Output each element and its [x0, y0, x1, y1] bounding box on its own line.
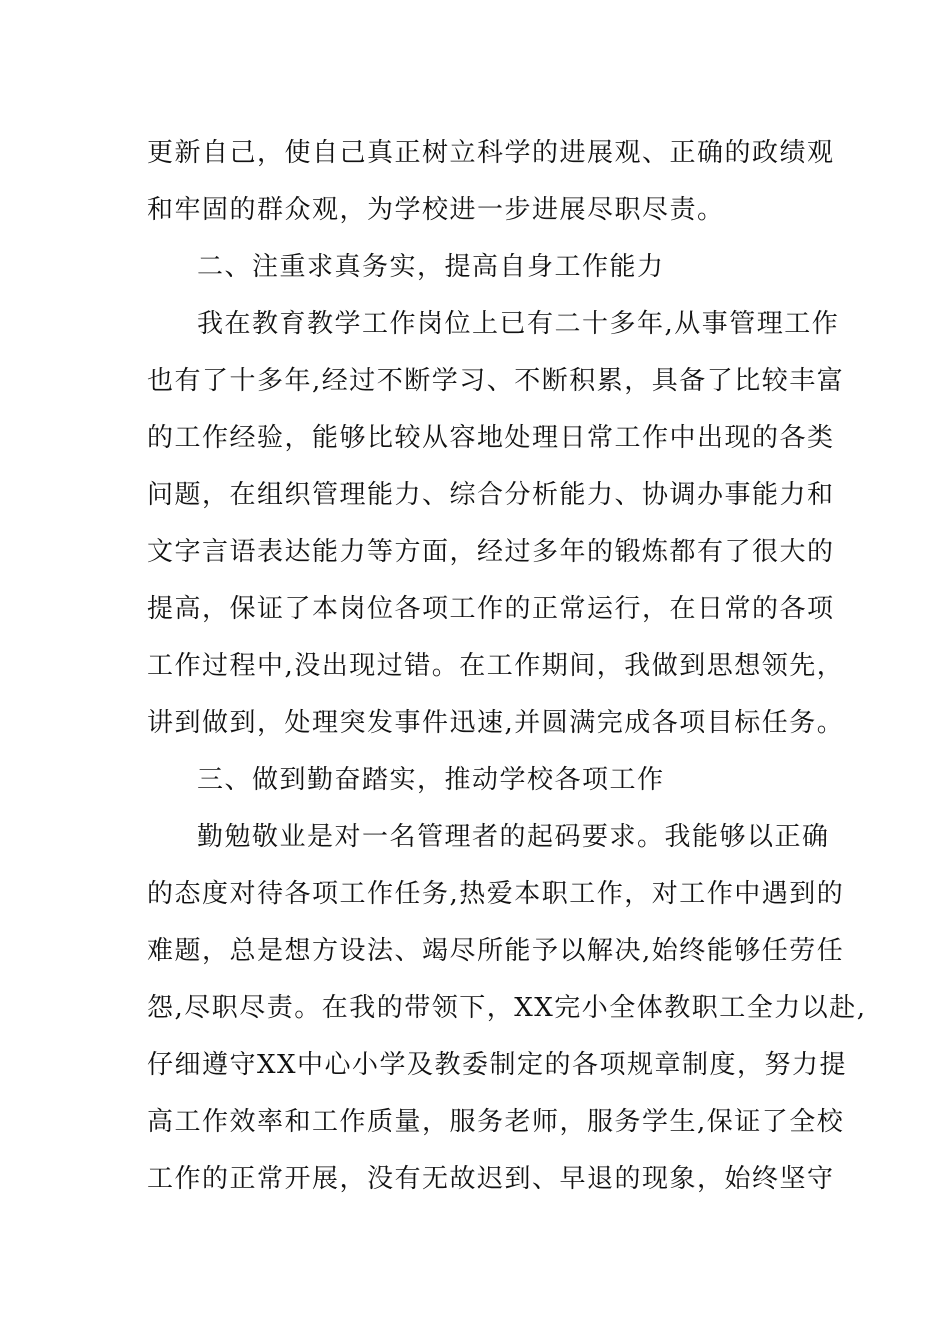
body-text-line: 的态度对待各项工作任务,热爱本职工作，对工作中遇到的	[147, 879, 845, 909]
body-text-line: 讲到做到，处理突发事件迅速,并圆满完成各项目标任务。	[147, 708, 845, 738]
body-text-line: 的工作经验，能够比较从容地处理日常工作中出现的各类	[147, 423, 835, 453]
body-text-line: 勤勉敬业是对一名管理者的起码要求。我能够以正确	[197, 822, 830, 852]
body-text-line: 仔细遵守XX中心小学及教委制定的各项规章制度，努力提	[147, 1050, 848, 1080]
body-text-line: 提高，保证了本岗位各项工作的正常运行，在日常的各项	[147, 594, 835, 624]
body-text-line: 和牢固的群众观，为学校进一步进展尽职尽责。	[147, 195, 725, 225]
body-text-line: 问题，在组织管理能力、综合分析能力、协调办事能力和	[147, 480, 835, 510]
body-text-line: 更新自己，使自己真正树立科学的进展观、正确的政绩观	[147, 138, 835, 168]
section-heading: 二、注重求真务实，提高自身工作能力	[197, 252, 665, 282]
body-text-line: 文字言语表达能力等方面，经过多年的锻炼都有了很大的	[147, 537, 835, 567]
body-text-line: 也有了十多年,经过不断学习、不断积累，具备了比较丰富	[147, 366, 845, 396]
body-text-line: 怨,尽职尽责。在我的带领下，XX完小全体教职工全力以赴,	[147, 993, 867, 1023]
body-text-line: 工作过程中,没出现过错。在工作期间，我做到思想领先，	[147, 651, 845, 681]
section-heading: 三、做到勤奋踏实，推动学校各项工作	[197, 765, 665, 795]
body-text-line: 难题，总是想方设法、竭尽所能予以解决,始终能够任劳任	[147, 936, 845, 966]
body-text-line: 我在教育教学工作岗位上已有二十多年,从事管理工作	[197, 309, 840, 339]
body-text-line: 高工作效率和工作质量，服务老师，服务学生,保证了全校	[147, 1107, 845, 1137]
body-text-line: 工作的正常开展，没有无故迟到、早退的现象，始终坚守	[147, 1164, 835, 1194]
